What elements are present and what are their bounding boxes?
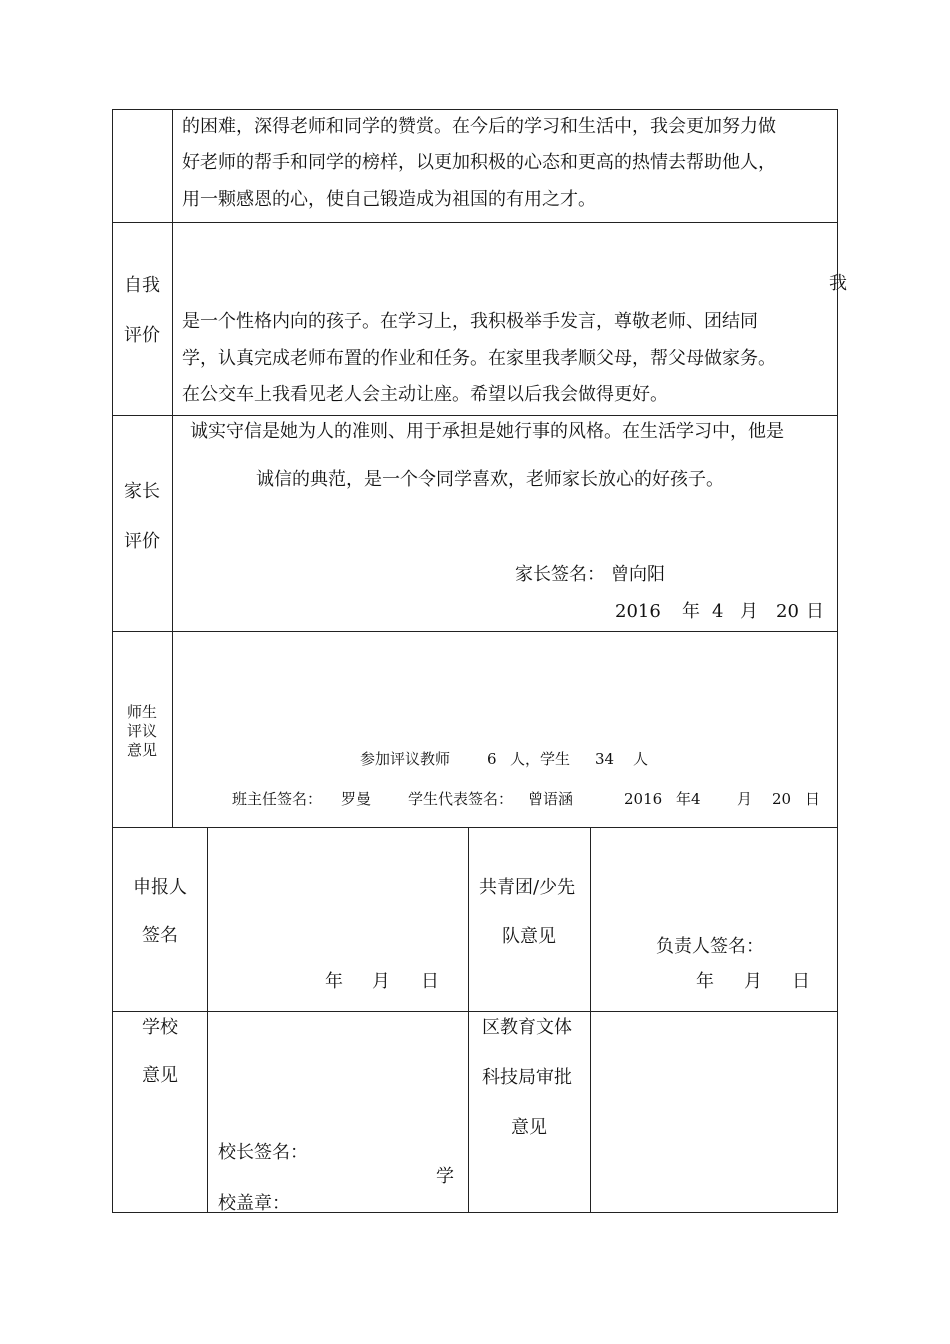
- review-date-day-unit: 日: [805, 790, 821, 808]
- parent-date-month-unit: 月: [740, 601, 758, 622]
- continuation-line: 用一颗感恩的心，使自己锻造成为祖国的有用之才。: [182, 189, 596, 210]
- review-student-count: 34: [595, 750, 615, 768]
- self-eval-line: 我: [829, 273, 847, 294]
- continuation-line: 的困难，深得老师和同学的赞赏。在今后的学习和生活中，我会更加努力做: [182, 116, 776, 137]
- head-teacher-label: 班主任签名：: [232, 790, 323, 808]
- parent-date-year: 2016: [615, 601, 661, 622]
- league-date-year-unit: 年: [696, 971, 714, 992]
- table-border: [112, 109, 838, 110]
- self-eval-line: 学，认真完成老师布置的作业和任务。在家里我孝顺父母，帮父母做家务。: [182, 348, 776, 369]
- parent-eval-line: 诚信的典范，是一个令同学喜欢，老师家长放心的好孩子。: [256, 469, 724, 490]
- parent-eval-label: 评价: [124, 531, 160, 552]
- table-border: [112, 631, 838, 632]
- league-date-month-unit: 月: [744, 971, 762, 992]
- table-border: [590, 827, 591, 1213]
- parent-date-day-unit: 日: [806, 601, 824, 622]
- table-border: [207, 827, 208, 1213]
- self-eval-label: 自我: [124, 275, 160, 296]
- table-border: [112, 827, 838, 828]
- school-seal-label: 学: [436, 1166, 454, 1187]
- review-date-day: 20: [772, 790, 792, 808]
- league-label: 队意见: [502, 926, 556, 947]
- bureau-label: 区教育文体: [482, 1017, 572, 1038]
- review-date-year: 2016: [624, 790, 663, 808]
- review-label: 评议: [127, 722, 158, 740]
- league-signature-label: 负责人签名：: [656, 936, 764, 957]
- applicant-date-day-unit: 日: [421, 971, 439, 992]
- student-rep-label: 学生代表签名：: [408, 790, 514, 808]
- review-date-year-unit: 年4: [676, 790, 701, 808]
- principal-signature-label: 校长签名：: [218, 1142, 308, 1163]
- applicant-date-month-unit: 月: [372, 971, 390, 992]
- parent-date-year-unit: 年: [682, 601, 700, 622]
- review-label: 意见: [127, 741, 158, 759]
- parent-eval-label: 家长: [124, 481, 160, 502]
- table-border: [172, 109, 173, 828]
- applicant-label: 签名: [142, 925, 178, 946]
- review-teacher-count: 6: [487, 750, 497, 768]
- self-eval-line: 在公交车上我看见老人会主动让座。希望以后我会做得更好。: [182, 384, 668, 405]
- table-border: [468, 827, 469, 1213]
- student-rep-name: 曾语涵: [528, 790, 574, 808]
- bureau-label: 意见: [511, 1117, 547, 1138]
- parent-eval-line: 诚实守信是她为人的准则、用于承担是她行事的风格。在生活学习中，他是: [190, 421, 784, 442]
- school-label: 学校: [142, 1017, 178, 1038]
- parent-date-day: 20: [776, 601, 799, 622]
- self-eval-label: 评价: [124, 325, 160, 346]
- review-label: 师生: [127, 703, 158, 721]
- continuation-line: 好老师的帮手和同学的榜样，以更加积极的心态和更高的热情去帮助他人，: [182, 152, 776, 173]
- table-border: [112, 222, 838, 223]
- self-eval-line: 是一个性格内向的孩子。在学习上，我积极举手发言，尊敬老师、团结同: [182, 311, 758, 332]
- applicant-label: 申报人: [133, 877, 187, 898]
- table-border: [112, 109, 113, 1213]
- parent-date-month: 4: [712, 601, 724, 622]
- bureau-label: 科技局审批: [482, 1067, 572, 1088]
- parent-signature-name: 曾向阳: [611, 564, 665, 585]
- school-seal-label: 校盖章：: [218, 1193, 290, 1214]
- review-student-unit: 人: [633, 750, 649, 768]
- school-label: 意见: [142, 1065, 178, 1086]
- head-teacher-name: 罗曼: [341, 790, 372, 808]
- table-border: [112, 415, 838, 416]
- table-border: [112, 1011, 838, 1012]
- parent-signature-label: 家长签名：: [515, 564, 605, 585]
- review-teacher-unit: 人，学生: [510, 750, 571, 768]
- league-date-day-unit: 日: [792, 971, 810, 992]
- league-label: 共青团/少先: [479, 877, 576, 898]
- review-participants-prefix: 参加评议教师: [360, 750, 451, 768]
- applicant-date-year-unit: 年: [325, 971, 343, 992]
- review-date-month-unit: 月: [737, 790, 753, 808]
